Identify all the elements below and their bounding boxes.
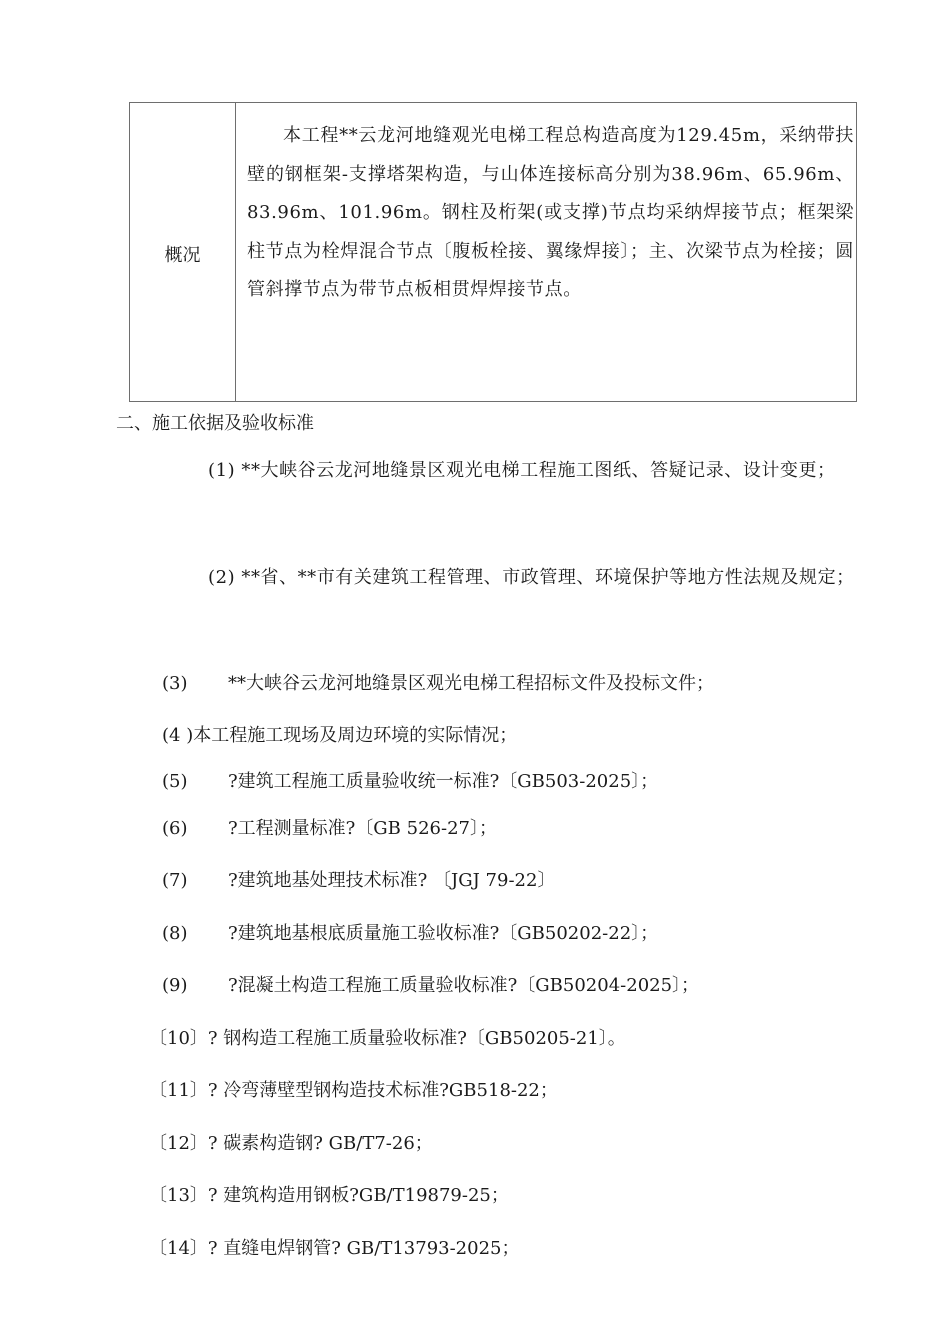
list-item-text: ?工程测量标准?〔GB 526-27〕； (228, 818, 497, 839)
list-item-text: 钢构造工程施工质量验收标准?〔GB50205-21〕。 (217, 1028, 626, 1049)
list-item-number: (4 ) (162, 725, 194, 746)
list-item (116, 972, 876, 1000)
list-item (116, 768, 876, 796)
list-item-text: 建筑构造用钢板?GB/T19879-25； (217, 1185, 509, 1206)
overview-text: 本工程**云龙河地缝观光电梯工程总构造高度为129.45m，采纳带扶壁的钢框架-支撑塔架构造，与山体连接标高分别为38.96m、65.96m、83.96m、101.96m。钢柱及桁架(或支撑)节点均采纳焊接节点；框架梁柱节点为栓焊混合节点〔腹板栓接、翼缘焊接〕；主、次梁节点为栓接；圆管斜撑节点为带节点板相贯焊焊接节点。 (247, 125, 854, 300)
list-item-text: **大峡谷云龙河地缝景区观光电梯工程施工图纸、答疑记录、设计变更； (235, 460, 836, 481)
list-item-text: 直缝电焊钢管? GB/T13793-2025； (217, 1238, 520, 1259)
list-item-text: 碳素构造钢? GB/T7-26； (217, 1133, 433, 1154)
list-item (116, 920, 876, 948)
list-item (116, 1025, 876, 1053)
list-item (116, 722, 876, 750)
list-item-number: (3) (162, 673, 188, 694)
list-item-number: 〔14〕? (149, 1238, 218, 1259)
list-item (116, 1235, 876, 1263)
list-item-text: ?建筑地基根底质量施工验收标准?〔GB50202-22〕； (228, 923, 659, 944)
list-item (116, 1182, 876, 1210)
list-item-number: (7) (162, 870, 188, 891)
list-item-number: 〔10〕? (149, 1028, 218, 1049)
list-item (116, 867, 876, 895)
list-item (116, 1130, 876, 1158)
list-item-text: 冷弯薄壁型钢构造技术标准?GB518-22； (217, 1080, 558, 1101)
list-item-number: (9) (162, 975, 188, 996)
list-item-text: **省、**市有关建筑工程管理、市政管理、环境保护等地方性法规及规定； (235, 567, 855, 588)
overview-label-cell (130, 103, 236, 401)
list-item (116, 815, 876, 843)
list-item (116, 552, 876, 604)
list-item-number: (6) (162, 818, 188, 839)
list-item (116, 1077, 876, 1105)
list-item-text: ?混凝土构造工程施工质量验收标准?〔GB50204-2025〕； (228, 975, 700, 996)
list-item-number: (8) (162, 923, 188, 944)
list-item-number: (1) (208, 460, 236, 481)
list-item-text: **大峡谷云龙河地缝景区观光电梯工程招标文件及投标文件； (228, 673, 714, 694)
list-item-number: (5) (162, 771, 188, 792)
list-item-text: ?建筑工程施工质量验收统一标准?〔GB503-2025〕； (228, 771, 659, 792)
list-item-text: ?建筑地基处理技术标准? 〔JGJ 79-22〕 (228, 870, 556, 891)
list-item-number: (2) (208, 567, 236, 588)
list-item-text: 本工程施工现场及周边环境的实际情况； (193, 725, 518, 746)
overview-content-cell (237, 103, 856, 401)
list-item-number: 〔13〕? (149, 1185, 218, 1206)
list-item (116, 445, 876, 497)
section-heading: 二、施工依据及验收标准 (116, 413, 314, 434)
list-item-number: 〔12〕? (149, 1133, 218, 1154)
list-item (116, 670, 876, 698)
overview-label: 概况 (164, 245, 201, 266)
overview-table (129, 102, 857, 402)
list-item-number: 〔11〕? (149, 1080, 218, 1101)
